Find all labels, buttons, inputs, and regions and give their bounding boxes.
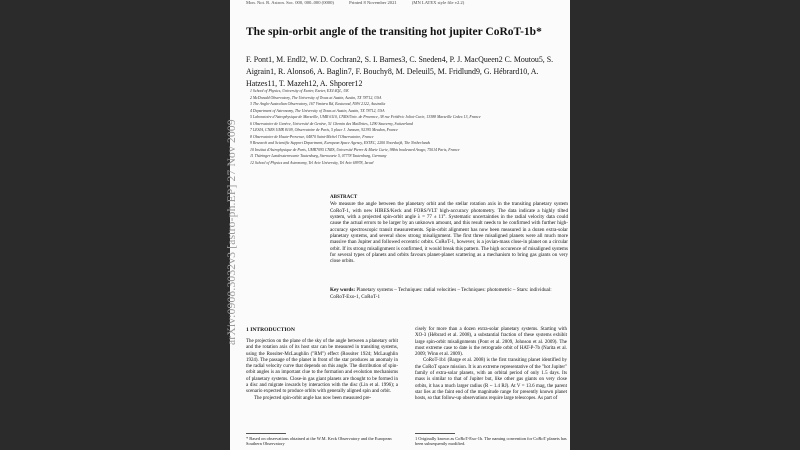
author-list: F. Pont1, M. Endl2, W. D. Cochran2, S. I. Barnes3, C. Sneden4, P. J. MacQueen2 C. Moutou5, S. Aigrain1, R. Alonso6, A. Baglin7, F. Bouchy8, M. Deleuil5, M. Fridlund9, G. Hébrard10, A. Hatzes11, T. Mazeh12, A. Shporer12 [246, 55, 554, 89]
footnote-rule [246, 433, 286, 434]
keywords-block [330, 287, 568, 301]
affiliation: 10 Institut d'Astrophysique de Paris, UMR7095 CNRS, Université Pierre & Marie Curie, 98bis boulevard Arago, 75014 Paris, France [250, 147, 460, 152]
affiliation: 4 Department of Astronomy, The University of Texas at Austin, Austin, TX 78712, USA [250, 108, 385, 113]
paper-page [230, 0, 570, 450]
arxiv-stamp: arXiv:0908.3032v3 [astro-ph.EP] 27 Nov 2009 [226, 119, 238, 345]
footnote-left: * Based on observations obtained at the W.M. Keck Observatory and the European Southern Observatory [246, 436, 392, 447]
keywords-label: Key words: [330, 287, 356, 293]
right-margin-bar [570, 0, 800, 450]
affiliation: 1 School of Physics, University of Exeter, Exeter, EX4 4QL, UK [250, 89, 349, 93]
affiliation: 12 School of Physics and Astronomy, Tel Aviv University, Tel Aviv 69978, Israel [250, 161, 374, 166]
intro-right-column [415, 327, 567, 403]
affiliation: 9 Research and Scientific Support Department, European Space Agency, ESTEC, 2200 Noordwijk, The Netherlands [250, 141, 431, 146]
affiliation: 2 McDonald Observatory, The University of Texas at Austin, Austin, TX 78712, USA [250, 95, 382, 100]
paper-title: The spin-orbit angle of the transiting hot jupiter CoRoT-1b* [246, 26, 542, 38]
abstract-text: We measure the angle between the planetary orbit and the stellar rotation axis in the transiting planetary system CoRoT-1, with new HIRES/Keck and FORS/VLT high-accuracy photometry. The data indicate a highly tilted system, with a projected spin-orbit angle λ = 77 ± 11°. Systematic uncertainties in the radial velocity data could cause the actual errors to be larger by an unknown amount, and this result needs to be confirmed with further high-accuracy spectroscopic transit measurements. Spin-orbit alignment has now been measured in a dozen extra-solar planetary systems, and several show strong misalignment. The first three misaligned planets were all much more massive than Jupiter and followed eccentric orbits. CoRoT-1, however, is a jovian-mass close-in planet on a circular orbit. If its strong misalignment is confirmed, it would break this pattern. The high occurence of misaligned systems for several types of planets and orbits favours planet-planet scattering as a mechanism to bring gas giants on very close orbits. [330, 201, 568, 265]
abstract-heading: ABSTRACT [330, 195, 358, 200]
running-header [246, 0, 478, 5]
footnote-rule [415, 433, 455, 434]
affiliation: 8 Observatoire de Haute-Provence, 04870 Saint-Michel l'Observatoire, France [250, 134, 374, 139]
paragraph: cisely for more than a dozen extra-solar planetary systems. Starting with XO-3 (Hébrard et al. 2008), a substantial fraction of these systems exhibit large spin-orbit misalignments (Pont et al. 2009, Johnson et al. 2009). The most extreme case to date is the retrograde orbit of HAT-P-7b (Narita et al. 2009; Winn et al. 2009). [415, 327, 567, 358]
journal-citation: Mon. Not. R. Astron. Soc. 000, 000–000 (0000) [246, 0, 334, 5]
affiliation: 5 Laboratoire d'Astrophysique de Marseille, UMR 6110, CNRS/Univ. de Provence, 38 rue Frédéric Joliot-Curie, 13388 Marseille Cedex 13, France [250, 115, 481, 120]
affiliation: 7 LESIA, CNRS UMR 8109, Observatoire de Paris, 5 place J. Janssen, 92195 Meudon, France [250, 128, 398, 133]
paragraph: CoRoT-1b1 (Barge et al. 2008) is the first transiting planet identified by the CoRoT space mission. It is an extreme representative of the "hot Jupiter" family of extra-solar planets, with an orbital period of only 1.5 days. Its mass is similar to that of Jupiter but, like other gas giants on very close orbits, it has a much larger radius (R ~ 1.4 RJ). At V = 13.6 mag, the parent star lies at the faint end of the magnitude range for presently known planet hosts, so that follow-up observations require large telescopes. As part of [415, 358, 567, 402]
affiliation: 3 The Anglo-Australian Observatory, 167 Vimiera Rd, Eastwood, NSW 2122, Australia [250, 102, 386, 107]
abstract-block [330, 195, 568, 265]
keywords-text: Planetary systems – Techniques: radial velocities – Techniques: photometric – Stars: individual: CoRoT-Exo-1, CoRoT-1 [330, 287, 552, 300]
affiliation: 6 Observatoire de Genève, Université de Genève, 51 Chemin des Maillettes, 1290 Sauverny, Switzerland [250, 121, 413, 126]
print-date: Printed 8 November 2021 [349, 0, 397, 5]
affiliation-list [250, 88, 560, 167]
paragraph: The projected spin-orbit angle has now been measured pre- [254, 395, 372, 401]
intro-left-column [246, 339, 398, 402]
footnote-right: 1 Originally known as CoRoT-Exo-1b. The naming convention for CoRoT planets has been subsequently modified. [415, 436, 567, 447]
style-file: (MN LATEX style file v2.2) [411, 0, 465, 5]
left-margin-bar [0, 0, 230, 450]
section-heading: 1 INTRODUCTION [246, 327, 295, 333]
paragraph: The projection on the plane of the sky of the angle between a planetary orbit and the rotation axis of its host star can be measured in transiting systems, using the Rossiter-McLaughlin ("RM") effect (Rossiter 1924; McLaughlin 1924). The passage of the planet in front of the star produces an anomaly in the radial velocity curve that depends on this angle. The distribution of spin-orbit angles is an important clue to the formation and evolution mechanisms of planetary systems. Close-in gas giant planets are thought to be formed in a disc and migrate inwards by interaction with the disc (Lin et al. 1996); a scenario expected to produce orbits with generally aligned spin and orbit. [246, 339, 398, 395]
affiliation: 11 Thüringer Landessternwarte Tautenburg, Sternwarte 5, 07778 Tautenburg, Germany [250, 154, 387, 159]
